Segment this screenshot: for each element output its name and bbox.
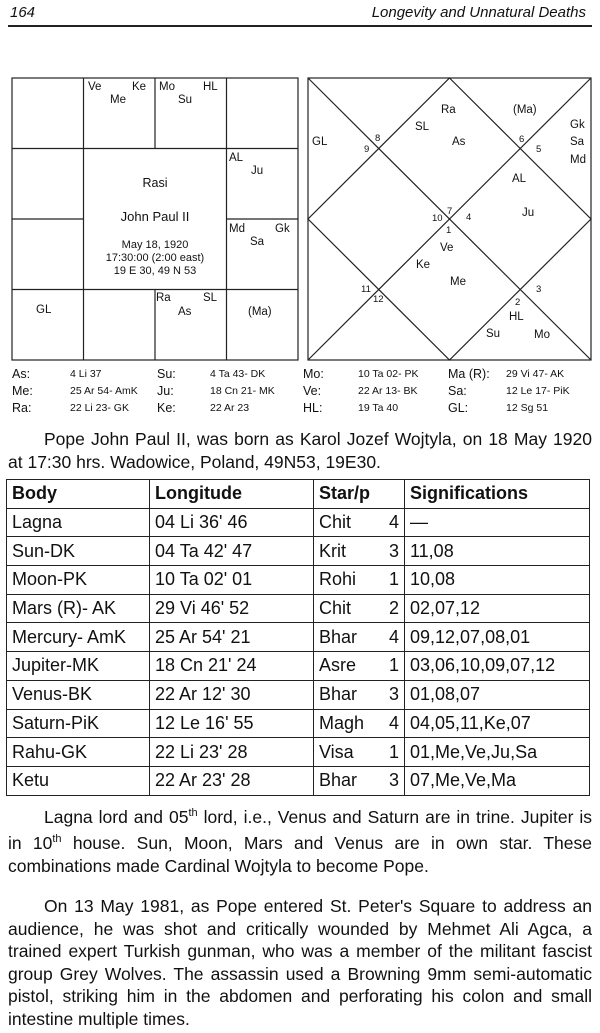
legend-value: 22 Li 23- GK <box>70 402 129 414</box>
cell-longitude: 18 Cn 21' 24 <box>150 652 314 681</box>
superscript: th <box>188 807 198 819</box>
cell-significations: 02,07,12 <box>405 594 590 623</box>
cell-body: Venus-BK <box>7 680 150 709</box>
running-title: Longevity and Unnatural Deaths <box>371 4 586 21</box>
cell-pada: 2 <box>388 598 399 619</box>
intro-text: Pope John Paul II, was born as Karol Jozef Wojtyla, on 18 May 1920 at 17:30 hrs. Wadowice, Poland, 49N53, 19E30. <box>8 429 592 472</box>
north-ju: Ju <box>522 207 535 219</box>
rasi-bottom3-b: SL <box>203 292 218 304</box>
house-num-11: 11 <box>361 284 371 295</box>
cell-longitude: 22 Ar 23' 28 <box>150 766 314 795</box>
legend-label: Me: <box>12 384 33 398</box>
rasi-top3-a: Mo <box>159 81 175 93</box>
rasi-bottom3-a: Ra <box>156 292 171 304</box>
cell-longitude: 04 Ta 42' 47 <box>150 537 314 566</box>
cell-star <box>314 623 405 652</box>
table-row <box>7 594 590 623</box>
cell-pada: 1 <box>388 569 399 590</box>
rasi-center-title: Rasi <box>142 176 168 190</box>
north-gl: GL <box>312 136 328 148</box>
cell-star <box>314 508 405 537</box>
house-num-6: 6 <box>519 134 525 145</box>
cell-star-name: Magh <box>319 712 365 733</box>
legend-value: 12 Le 17- PiK <box>506 385 570 397</box>
legend-value: 12 Sg 51 <box>506 402 549 414</box>
table-row <box>7 623 590 652</box>
cell-longitude: 29 Vi 46' 52 <box>150 594 314 623</box>
cell-star <box>314 738 405 767</box>
cell-star-name: Visa <box>319 741 354 762</box>
cell-body: Moon-PK <box>7 566 150 595</box>
cell-longitude: 25 Ar 54' 21 <box>150 623 314 652</box>
house-num-1: 1 <box>446 225 452 236</box>
page-header <box>0 0 600 30</box>
north-al: AL <box>512 173 527 185</box>
legend-label: Ke: <box>157 401 176 415</box>
legend-label: Ra: <box>12 401 32 415</box>
trine-text-2: lord, i.e., Venus and Saturn are in trine. Jupiter is in 10 <box>8 806 593 854</box>
rasi-bottom1-a: GL <box>36 304 52 316</box>
legend-label: GL: <box>448 401 469 415</box>
table-row <box>7 738 590 767</box>
cell-longitude: 12 Le 16' 55 <box>150 709 314 738</box>
cell-body: Ketu <box>7 766 150 795</box>
cell-star-name: Rohi <box>319 569 357 590</box>
north-as: As <box>452 136 466 148</box>
cell-significations: — <box>405 508 590 537</box>
north-mo: Mo <box>534 329 550 341</box>
cell-star <box>314 537 405 566</box>
page-number: 164 <box>10 4 36 21</box>
cell-star-name: Asre <box>319 655 357 676</box>
legend-value: 25 Ar 54- AmK <box>70 385 138 397</box>
cell-significations: 07,Me,Ve,Ma <box>405 766 590 795</box>
paragraph-assassination <box>8 895 592 1030</box>
table-row <box>7 537 590 566</box>
legend-label: Su: <box>157 367 176 381</box>
cell-significations: 09,12,07,08,01 <box>405 623 590 652</box>
cell-longitude: 10 Ta 02' 01 <box>150 566 314 595</box>
table-row <box>7 652 590 681</box>
north-sa: Sa <box>570 136 585 148</box>
cell-longitude: 04 Li 36' 46 <box>150 508 314 537</box>
cell-significations: 03,06,10,09,07,12 <box>405 652 590 681</box>
cell-pada: 3 <box>388 770 399 791</box>
table-row <box>7 680 590 709</box>
rasi-top2-c: Me <box>110 94 126 106</box>
north-ma: (Ma) <box>513 104 537 116</box>
legend-label: Sa: <box>448 384 467 398</box>
table-row <box>7 709 590 738</box>
cell-star-name: Chit <box>319 512 352 533</box>
legend-label: Ve: <box>303 384 322 398</box>
chart-area <box>0 70 600 370</box>
rasi-right2-c: Sa <box>250 236 265 248</box>
rasi-center-name: John Paul II <box>120 209 190 224</box>
cell-longitude: 22 Ar 12' 30 <box>150 680 314 709</box>
cell-star-name: Bhar <box>319 770 358 791</box>
cell-significations: 10,08 <box>405 566 590 595</box>
rasi-right2-a: Md <box>229 223 245 235</box>
table-row <box>7 566 590 595</box>
north-sl: SL <box>415 121 430 133</box>
cell-pada: 3 <box>388 540 399 561</box>
rasi-top2-a: Ve <box>88 81 102 93</box>
rasi-top2-b: Ke <box>132 81 147 93</box>
north-su: Su <box>486 328 501 340</box>
legend-label: As: <box>12 367 31 381</box>
cell-body: Jupiter-MK <box>7 652 150 681</box>
table-row <box>7 508 590 537</box>
legend-value: 22 Ar 23 <box>210 402 250 414</box>
cell-body: Sun-DK <box>7 537 150 566</box>
table-header-row <box>7 480 590 509</box>
north-me: Me <box>450 276 466 288</box>
legend-label: Ma (R): <box>448 367 490 381</box>
cell-body: Saturn-PiK <box>7 709 150 738</box>
north-ve: Ve <box>440 242 454 254</box>
cell-pada: 4 <box>388 512 399 533</box>
rasi-right2-b: Gk <box>275 223 290 235</box>
cell-longitude: 22 Li 23' 28 <box>150 738 314 767</box>
trine-text-1: Lagna lord and 05 <box>44 806 189 827</box>
legend-value: 22 Ar 13- BK <box>358 385 418 397</box>
house-num-5: 5 <box>536 144 542 155</box>
cell-star <box>314 652 405 681</box>
legend-label: HL: <box>303 401 323 415</box>
trine-text <box>8 802 592 877</box>
legend-value: 29 Vi 47- AK <box>506 368 565 380</box>
cell-star <box>314 680 405 709</box>
cell-star-name: Chit <box>319 598 352 619</box>
header-rule <box>8 25 592 27</box>
cell-pada: 3 <box>388 684 399 705</box>
legend-value: 4 Ta 43- DK <box>210 368 266 380</box>
legend-label: Mo: <box>303 367 324 381</box>
col-header-significations: Significations <box>405 480 590 509</box>
col-header-star: Star/p <box>314 480 405 509</box>
intro-paragraph <box>8 428 592 473</box>
superscript: th <box>52 833 62 846</box>
cell-star-name: Krit <box>319 540 346 561</box>
rasi-center-coords: 19 E 30, 49 N 53 <box>113 265 197 277</box>
rasi-center-time: 17:30:00 (2:00 east) <box>105 252 205 264</box>
cell-body: Mars (R)- AK <box>7 594 150 623</box>
cell-significations: 01,Me,Ve,Ju,Sa <box>405 738 590 767</box>
rasi-top3-b: Su <box>178 94 193 106</box>
rasi-right1-a: AL <box>229 152 244 164</box>
cell-star-name: Bhar <box>319 684 358 705</box>
cell-star <box>314 766 405 795</box>
north-hl: HL <box>509 311 524 323</box>
north-chart <box>308 78 591 360</box>
assassination-text: On 13 May 1981, as Pope entered St. Peter's Square to address an audience, he was shot and critically wounded by Mehmet Ali Agca, a trained expert Turkish gunman, who was a member of the militant fascist group Grey Wolves. The assassin used a Browning 9mm semi-automatic pistol, striking him in the abdomen and perforating his colon and small intestine multiple times. <box>8 896 592 1029</box>
trine-text-3: house. Sun, Moon, Mars and Venus are in own star. These combinations made Cardinal Wojtyla to become Pope. <box>8 833 592 876</box>
north-labels <box>312 104 586 341</box>
cell-significations: 11,08 <box>405 537 590 566</box>
cell-star-name: Bhar <box>319 626 358 647</box>
house-num-8: 8 <box>375 133 381 144</box>
cell-pada: 4 <box>388 626 399 647</box>
house-num-7: 7 <box>447 206 453 217</box>
cell-body: Mercury- AmK <box>7 623 150 652</box>
cell-body: Rahu-GK <box>7 738 150 767</box>
cell-pada: 4 <box>388 712 399 733</box>
cell-pada: 1 <box>388 741 399 762</box>
table-body <box>7 508 590 795</box>
house-num-10: 10 <box>432 213 443 224</box>
paragraph-trine <box>8 802 592 877</box>
house-num-12: 12 <box>373 294 384 305</box>
col-header-body: Body <box>7 480 150 509</box>
house-num-2: 2 <box>515 297 521 308</box>
cell-significations: 01,08,07 <box>405 680 590 709</box>
table-row <box>7 766 590 795</box>
north-md: Md <box>570 154 586 166</box>
cell-pada: 1 <box>388 655 399 676</box>
cell-star <box>314 709 405 738</box>
rasi-top3-c: HL <box>203 81 218 93</box>
cell-significations: 04,05,11,Ke,07 <box>405 709 590 738</box>
rasi-bottom3-c: As <box>178 306 192 318</box>
col-header-longitude: Longitude <box>150 480 314 509</box>
rasi-center-date: May 18, 1920 <box>121 239 189 251</box>
cell-star <box>314 594 405 623</box>
rasi-labels <box>36 81 290 318</box>
north-ra: Ra <box>441 104 456 116</box>
house-num-9: 9 <box>364 144 370 155</box>
cell-body: Lagna <box>7 508 150 537</box>
rasi-right1-b: Ju <box>251 165 264 177</box>
house-num-4: 4 <box>466 212 472 223</box>
north-gk: Gk <box>570 119 585 131</box>
house-num-3: 3 <box>536 284 542 295</box>
planet-legend <box>0 367 600 419</box>
significations-table <box>6 479 590 796</box>
legend-value: 19 Ta 40 <box>358 402 399 414</box>
legend-label: Ju: <box>157 384 174 398</box>
cell-star <box>314 566 405 595</box>
legend-value: 10 Ta 02- PK <box>358 368 419 380</box>
north-ke: Ke <box>416 259 431 271</box>
legend-value: 18 Cn 21- MK <box>210 385 275 397</box>
legend-value: 4 Li 37 <box>70 368 102 380</box>
rasi-bottom4-a: (Ma) <box>248 306 272 318</box>
rasi-center <box>106 176 204 277</box>
